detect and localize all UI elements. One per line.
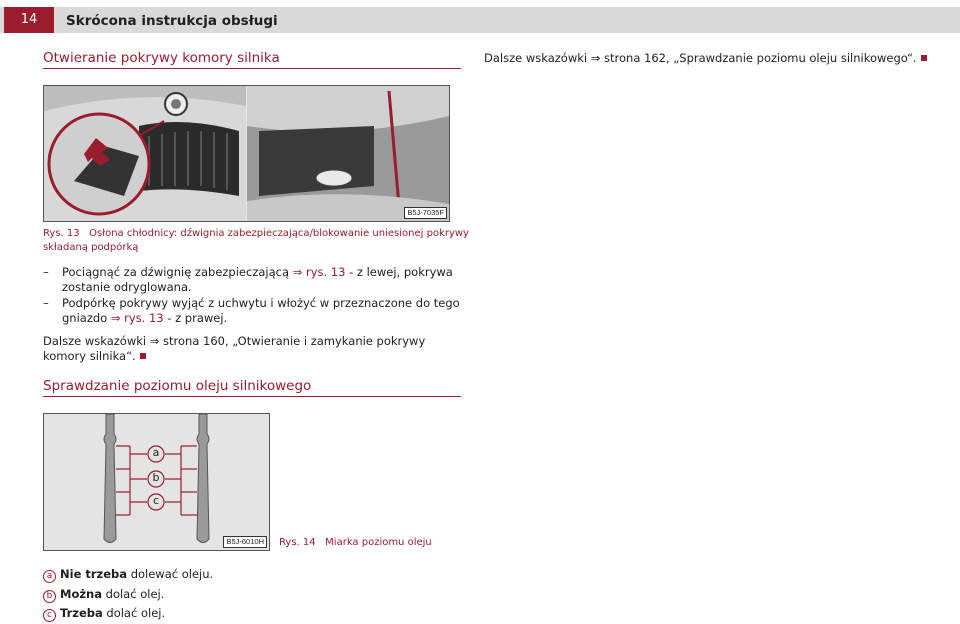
step-dash: –: [43, 265, 49, 279]
marker-label-b: b: [152, 471, 160, 484]
step-1: [43, 265, 463, 295]
legend-bold: Można: [60, 587, 102, 601]
ref-arrow-icon: ⇒: [149, 334, 160, 348]
hood-illustration: [44, 86, 449, 221]
step-dash: –: [43, 296, 49, 310]
figure-13: [43, 85, 450, 222]
step-text-cont: - z prawej.: [167, 311, 228, 325]
legend-item-b: [43, 587, 164, 603]
end-marker-icon: [921, 55, 927, 61]
marker-label-a: a: [152, 446, 160, 459]
figure-code: B5J-7035F: [404, 207, 447, 219]
legend-text: dolewać oleju.: [130, 567, 214, 581]
caption-text: Osłona chłodnicy: dźwignia zabezpieczająca/blokowanie uniesionej pokrywy składaną podpórką: [43, 228, 469, 253]
step-text: Podpórkę pokrywy wyjąć z uchwytu i włożyć w przeznaczone do tego gniazdo: [62, 296, 460, 325]
figure-ref-link[interactable]: rys. 13: [124, 311, 164, 325]
marker-label-c: c: [152, 494, 160, 507]
caption-label: Rys. 13: [43, 228, 80, 239]
section-rule: [43, 68, 461, 69]
legend-bold: Nie trzeba: [60, 567, 128, 581]
right-note: [484, 51, 954, 66]
figure-ref-link[interactable]: rys. 13: [305, 265, 346, 279]
step-text-cont: - z lewej, pokrywa zostanie odryglowana.: [62, 265, 453, 294]
note-text: strona 162, „Sprawdzanie poziomu oleju silnikowego“.: [604, 51, 917, 65]
note-prefix: Dalsze wskazówki: [484, 51, 588, 65]
legend-letter: b: [43, 590, 56, 603]
legend-text: dolać olej.: [105, 587, 165, 601]
chapter-title: Skrócona instrukcja obsługi: [66, 13, 278, 29]
further-info-note: [43, 334, 443, 364]
section-heading-hood: Otwieranie pokrywy komory silnika: [43, 50, 280, 66]
section-rule: [43, 396, 461, 397]
figure-13-caption: [43, 227, 473, 255]
caption-text: Miarka poziomu oleju: [325, 537, 432, 548]
caption-label: Rys. 14: [279, 537, 316, 548]
step-2: [43, 296, 463, 326]
figure-14: [43, 413, 270, 551]
legend-bold: Trzeba: [60, 606, 103, 620]
legend-item-a: [43, 567, 213, 583]
page-number: 14: [4, 7, 54, 33]
step-text: Pociągnąć za dźwignię zabezpieczającą: [62, 265, 290, 279]
figure-code: B5J-6010H: [223, 536, 267, 548]
legend-letter: a: [43, 570, 56, 583]
legend-item-c: [43, 606, 165, 622]
legend-text: dolać olej.: [106, 606, 166, 620]
ref-arrow-icon: ⇒: [292, 265, 303, 279]
ref-arrow-icon: ⇒: [590, 51, 601, 65]
note-text: strona 160, „Otwieranie i zamykanie pokrywy komory silnika“.: [43, 334, 426, 363]
figure-14-caption: [279, 536, 432, 550]
ref-arrow-icon: ⇒: [110, 311, 121, 325]
section-heading-oil: Sprawdzanie poziomu oleju silnikowego: [43, 378, 312, 394]
end-marker-icon: [140, 353, 146, 359]
note-prefix: Dalsze wskazówki: [43, 334, 147, 348]
legend-letter: c: [43, 609, 56, 622]
